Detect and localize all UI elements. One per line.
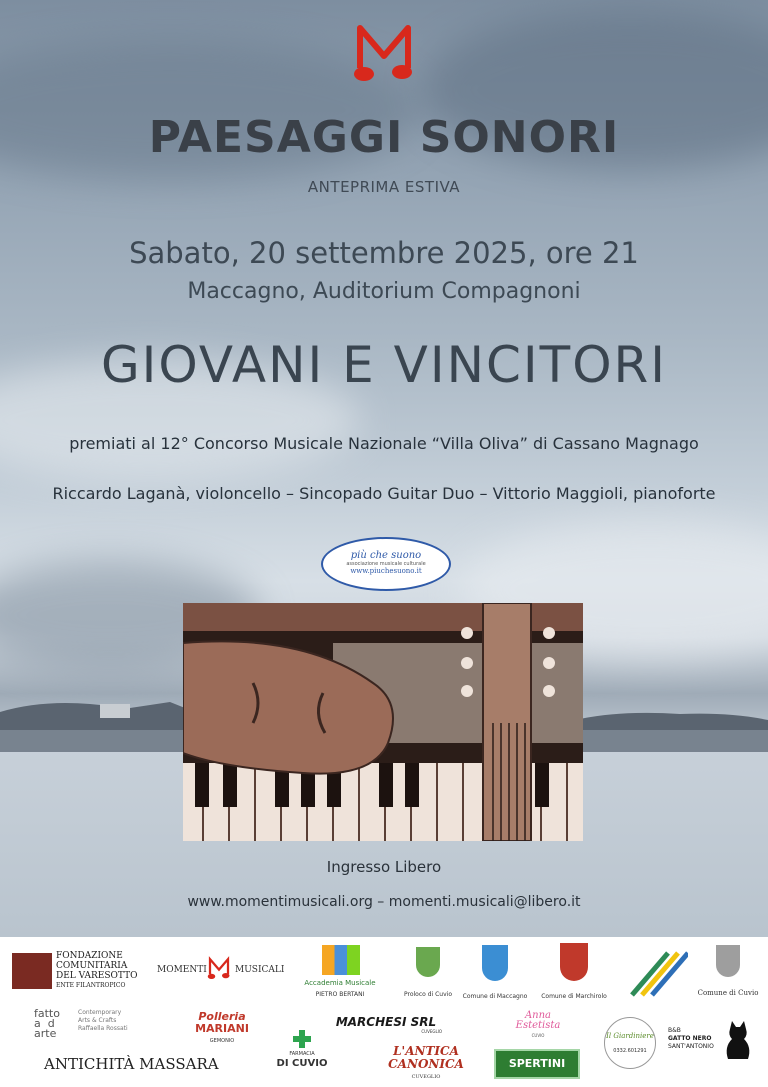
fondazione-line: ENTE FILANTROPICO [56, 982, 126, 989]
polleria-name: MARIANI [195, 1022, 249, 1035]
prize-line: premiati al 12° Concorso Musicale Nazionale “Villa Oliva” di Cassano Magnago [69, 434, 699, 453]
marchirolo-logo [538, 943, 610, 1007]
series-subtitle: ANTEPRIMA ESTIVA [307, 178, 461, 196]
contact-line: www.momentimusicali.org – momenti.musicali@libero.it [187, 894, 581, 910]
crest-icon [716, 945, 740, 977]
fatto-arte-logo [34, 1009, 70, 1039]
momenti-left: MOMENTI [157, 965, 207, 975]
maccagno-name: Comune di Maccagno [462, 993, 528, 1000]
gatto-place: SANT'ANTONIO [668, 1043, 714, 1050]
giardiniere-phone: 0332.601291 [613, 1048, 647, 1054]
momenti-right: MUSICALI [235, 965, 285, 975]
proloco-logo [400, 947, 456, 1007]
crest-icon [482, 945, 508, 981]
fatto-arte-desc [78, 1009, 148, 1033]
event-date: Sabato, 20 settembre 2025, ore 21 [129, 236, 639, 270]
proloco-name: Proloco di Cuvio [404, 991, 452, 998]
accademia-sub: PIETRO BERTANI [315, 991, 365, 998]
fondazione-line: FONDAZIONE [56, 951, 123, 961]
fatto-arte-desc-line: Contemporary [78, 1009, 122, 1016]
black-cat-icon [722, 1019, 754, 1063]
anna-town: CUVIO [531, 1033, 545, 1038]
event-venue: Maccagno, Auditorium Compagnoni [187, 279, 581, 304]
antichita-massara-logo: ANTICHITÀ MASSARA [44, 1055, 219, 1073]
crest-icon [416, 947, 440, 977]
violin-guitar-piano-image [183, 603, 583, 841]
stripes-logo [628, 951, 688, 997]
fatto-arte-desc-line: Arts & Crafts [78, 1017, 117, 1024]
series-title: PAESAGGI SONORI [148, 112, 620, 163]
crest-icon [560, 943, 588, 981]
accademia-logo [300, 945, 380, 1007]
accademia-name: Accademia Musicale [304, 979, 376, 987]
fondazione-logo [56, 951, 164, 991]
assoc-name: più che suono [350, 550, 422, 561]
fatto-arte-word: fatto [34, 1007, 60, 1020]
assoc-tagline: associazione musicale culturale [346, 561, 426, 567]
polleria-town: GEMONIO [209, 1038, 235, 1044]
gatto-type: B&B [668, 1027, 681, 1034]
piu-che-suono-logo [321, 537, 451, 591]
antica-town: CUVEGLIO [411, 1074, 441, 1080]
marchesi-name: MARCHESI SRL [335, 1015, 437, 1029]
instruments-photo [183, 603, 583, 841]
polleria-word: Polleria [198, 1010, 246, 1023]
fatto-arte-word: arte [34, 1027, 57, 1040]
fatto-arte-word: a d [34, 1017, 55, 1030]
antica-canonica-logo [388, 1045, 464, 1084]
anna-estetista-logo [508, 1011, 568, 1041]
stripes-logo-icon [628, 951, 688, 997]
gatto-name: GATTO NERO [668, 1035, 712, 1042]
maccagno-logo [462, 945, 528, 1007]
anna-word: Anna [524, 1010, 552, 1021]
fondazione-line: DEL VARESOTTO [56, 971, 138, 981]
cuvio-logo [696, 945, 760, 1005]
estetista-word: Estetista [515, 1020, 561, 1031]
marchesi-town: CUVEGLIO [421, 1029, 442, 1034]
giardiniere-name: Il Giardiniere [606, 1032, 654, 1040]
spertini-name: SPERTINI [508, 1057, 566, 1070]
marchesi-logo [330, 1015, 442, 1034]
artists-line: Riccardo Laganà, violoncello – Sincopado Guitar Duo – Vittorio Maggioli, pianoforte [52, 484, 716, 503]
m-note-icon [207, 955, 231, 985]
marchirolo-name: Comune di Marchirolo [541, 993, 607, 1000]
antica-word: L'ANTICA [393, 1044, 459, 1058]
farmacia-place: DI CUVIO [276, 1058, 328, 1069]
admission-text: Ingresso Libero [326, 858, 442, 876]
fatto-arte-desc-line: Raffaella Rossati [78, 1025, 128, 1032]
concert-title: GIOVANI E VINCITORI [100, 336, 668, 394]
polleria-logo [182, 1011, 262, 1047]
cuvio-name: Comune di Cuvio [697, 989, 759, 997]
momenti-musicali-logo [155, 959, 290, 985]
assoc-website: www.piuchesuono.it [350, 567, 422, 575]
farmacia-logo [270, 1029, 334, 1069]
fondazione-line: COMUNITARIA [56, 961, 128, 971]
giardiniere-logo [604, 1017, 656, 1069]
farmacia-word: FARMACIA [289, 1051, 315, 1057]
canonica-word: CANONICA [388, 1057, 464, 1071]
momenti-musicali-logo-icon [352, 22, 416, 92]
pharmacy-cross-icon [292, 1029, 312, 1049]
fondazione-emblem-icon [12, 953, 52, 989]
gatto-nero-logo [668, 1027, 722, 1051]
sponsor-strip [0, 937, 768, 1087]
accademia-blocks-icon [322, 945, 360, 975]
spertini-logo [494, 1049, 580, 1079]
